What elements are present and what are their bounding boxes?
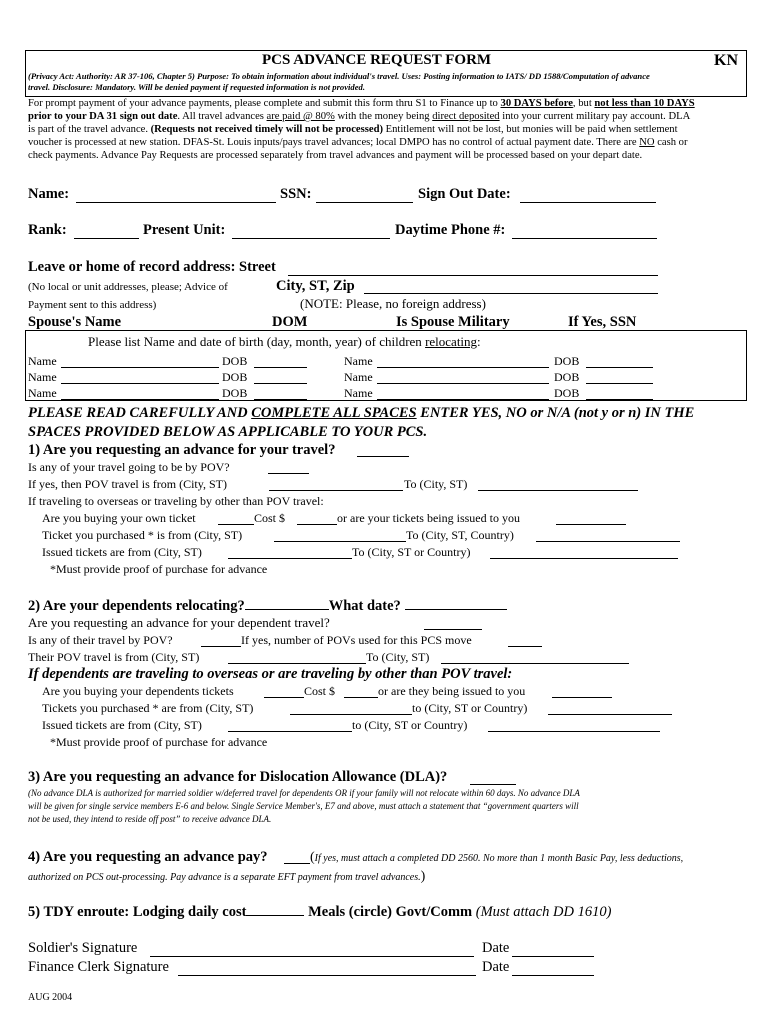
- finance-signature-field[interactable]: [178, 975, 476, 976]
- intro-line-5: check payments. Advance Pay Requests are processed separately from travel advances and payment will be processed based on your depart date.: [28, 150, 643, 161]
- q1-purchased-to-label: To (City, ST, Country): [406, 528, 514, 542]
- soldier-date-field[interactable]: [512, 956, 594, 957]
- rank-label: Rank:: [28, 222, 67, 238]
- child-name-label: Name: [28, 354, 57, 368]
- child-name-label: Name: [28, 370, 57, 384]
- intro-line-2: prior to your DA 31 sign out date. All travel advances are paid @ 80% with the money being direct deposited into your current military pay account. DLA: [28, 111, 691, 122]
- q2-pov-from-field[interactable]: [228, 663, 366, 664]
- q4-answer-field[interactable]: [284, 863, 310, 864]
- signout-label: Sign Out Date:: [418, 186, 511, 202]
- signout-field[interactable]: [520, 202, 656, 203]
- q2-issued-from-field[interactable]: [228, 731, 352, 732]
- q3-title: 3) Are you requesting an advance for Dislocation Allowance (DLA)?: [28, 769, 448, 785]
- rank-field[interactable]: [74, 238, 139, 239]
- child-dob-label: DOB: [222, 386, 248, 400]
- q3-answer-field[interactable]: [470, 784, 516, 785]
- q1-pov-label: Is any of your travel going to be by POV?: [28, 460, 230, 474]
- q1-buying-b: Cost $: [254, 511, 286, 525]
- child-2-name-field[interactable]: [377, 367, 549, 368]
- intro-line-4: voucher is processed at new station. DFAS-St. Louis inputs/pays travel advances; local DMPO has no control of actual payment date. There are NO cash or: [28, 137, 688, 148]
- q1-pov-from-label: If yes, then POV travel is from (City, ST): [28, 477, 227, 491]
- notice-line-1: PLEASE READ CAREFULLY AND COMPLETE ALL SPACES ENTER YES, NO or N/A (not y or n) IN THE: [28, 405, 695, 421]
- q1-issued-to-field[interactable]: [490, 558, 678, 559]
- q2-buying-c: or are they being issued to you: [378, 684, 526, 698]
- q2-title: 2) Are your dependents relocating? What date?: [28, 597, 507, 615]
- q2-purchased-to-label: to (City, ST or Country): [412, 701, 528, 715]
- header-box: [25, 50, 747, 97]
- children-instruction: Please list Name and date of birth (day, month, year) of children relocating:: [88, 334, 481, 349]
- child-2-dob-field[interactable]: [586, 367, 653, 368]
- intro-line-1: For prompt payment of your advance payments, please complete and submit this form thru S1 to Finance up to 30 DAYS before, but not less than 10 DAYS: [28, 98, 695, 109]
- child-name-label: Name: [344, 354, 373, 368]
- child-dob-label: DOB: [222, 370, 248, 384]
- q2-pov-to-field[interactable]: [441, 663, 629, 664]
- phone-field[interactable]: [512, 238, 657, 239]
- q1-overseas-label: If traveling to overseas or traveling by other than POV travel:: [28, 494, 324, 508]
- child-name-label: Name: [28, 386, 57, 400]
- child-4-name-field[interactable]: [377, 383, 549, 384]
- foreign-note: (NOTE: Please, no foreign address): [300, 296, 486, 311]
- form-title: PCS ADVANCE REQUEST FORM: [262, 52, 492, 68]
- unit-label: Present Unit:: [143, 222, 226, 238]
- q2-issued-to-field[interactable]: [488, 731, 660, 732]
- q2-cost-field[interactable]: [344, 697, 378, 698]
- q1-purchased-from-field[interactable]: [274, 541, 406, 542]
- q2-pov-to-label: To (City, ST): [366, 650, 430, 664]
- phone-label: Daytime Phone #:: [395, 222, 506, 238]
- q1-proof-note: *Must provide proof of purchase for advance: [50, 562, 268, 576]
- street-field[interactable]: [288, 275, 658, 276]
- q2-proof-note: *Must provide proof of purchase for advance: [50, 735, 268, 749]
- q1-pov-to-label: To (City, ST): [404, 477, 468, 491]
- q4-note-2: authorized on PCS out-processing. Pay advance is a separate EFT payment from travel advances.): [28, 869, 426, 884]
- q2-purchased-from-field[interactable]: [290, 714, 412, 715]
- payment-note: Payment sent to this address): [28, 299, 157, 311]
- q1-issued-to-you-field[interactable]: [556, 524, 626, 525]
- q2-pov-b: If yes, number of POVs used for this PCS move: [241, 633, 472, 647]
- child-dob-label: DOB: [554, 370, 580, 384]
- child-5-dob-field[interactable]: [254, 399, 307, 400]
- child-dob-label: DOB: [554, 354, 580, 368]
- q1-issued-from-field[interactable]: [228, 558, 352, 559]
- q3-note-2: will be given for single service members E-6 and below. Single Service Member's, E7 and above, must attach a statement that “government quarters will: [28, 801, 579, 811]
- q2-advance-field[interactable]: [424, 629, 482, 630]
- q1-buying-a: Are you buying your own ticket: [42, 511, 196, 525]
- name-label: Name:: [28, 186, 70, 202]
- spouse-ssn-label: If Yes, SSN: [568, 314, 637, 330]
- child-3-dob-field[interactable]: [254, 383, 307, 384]
- q1-issued-to-label: To (City, ST or Country): [352, 545, 471, 559]
- q2-buying-b: Cost $: [304, 684, 336, 698]
- q2-pov-a: Is any of their travel by POV?: [28, 633, 173, 647]
- form-date: AUG 2004: [28, 992, 73, 1003]
- q1-purchased-label: Ticket you purchased * is from (City, ST): [42, 528, 243, 542]
- intro-line-3: is part of the travel advance. (Requests not received timely will not be processed) Entitlement will not be lost, but monies will be paid when settlement: [28, 124, 678, 135]
- q2-overseas-label: If dependents are traveling to overseas or are traveling by other than POV travel:: [28, 666, 513, 682]
- q2-pov-from-label: Their POV travel is from (City, ST): [28, 650, 200, 664]
- q2-advance-label: Are you requesting an advance for your dependent travel?: [28, 615, 330, 630]
- child-name-label: Name: [344, 386, 373, 400]
- q1-pov-field[interactable]: [268, 473, 309, 474]
- q4-title: 4) Are you requesting an advance pay?: [28, 849, 268, 865]
- no-local-note: (No local or unit addresses, please; Advice of: [28, 281, 228, 293]
- q2-buying-a: Are you buying your dependents tickets: [42, 684, 234, 698]
- soldier-signature-field[interactable]: [150, 956, 474, 957]
- spouse-label: Spouse's Name: [28, 314, 122, 330]
- ssn-label: SSN:: [280, 186, 312, 202]
- q1-title: 1) Are you requesting an advance for your travel?: [28, 442, 336, 458]
- q2-purchased-to-field[interactable]: [548, 714, 672, 715]
- child-4-dob-field[interactable]: [586, 383, 653, 384]
- child-3-name-field[interactable]: [61, 383, 219, 384]
- q1-pov-from-field[interactable]: [269, 490, 403, 491]
- city-label: City, ST, Zip: [276, 278, 355, 294]
- spouse-military-label: Is Spouse Military: [396, 314, 510, 330]
- q1-purchased-to-field[interactable]: [536, 541, 680, 542]
- q1-cost-field[interactable]: [297, 524, 337, 525]
- q3-note-3: not be used, they intend to reside off post” to receive advance DLA.: [28, 814, 272, 824]
- privacy-line-2: travel. Disclosure: Mandatory. Will be denied payment if requested information is not provided.: [28, 82, 365, 92]
- q4-note-1: (If yes, must attach a completed DD 2560. No more than 1 month Basic Pay, less deductions,: [310, 850, 684, 865]
- city-field[interactable]: [364, 293, 658, 294]
- q2-purchased-label: Tickets you purchased * are from (City, ST): [42, 701, 254, 715]
- soldier-date-label: Date: [482, 940, 510, 956]
- q5-title: 5) TDY enroute: Lodging daily cost Meals (circle) Govt/Comm (Must attach DD 1610): [28, 904, 612, 920]
- q2-pov-field[interactable]: [201, 646, 241, 647]
- child-name-label: Name: [344, 370, 373, 384]
- q2-pov-count-field[interactable]: [508, 646, 542, 647]
- q2-issued-to-label: to (City, ST or Country): [352, 718, 468, 732]
- q1-pov-to-field[interactable]: [478, 490, 638, 491]
- address-label: Leave or home of record address: Street: [28, 259, 276, 275]
- q1-issued-label: Issued tickets are from (City, ST): [42, 545, 202, 559]
- soldier-signature-label: Soldier's Signature: [28, 940, 138, 956]
- ssn-field[interactable]: [316, 202, 413, 203]
- q2-buying-field[interactable]: [264, 697, 304, 698]
- notice-line-2: SPACES PROVIDED BELOW AS APPLICABLE TO YOUR PCS.: [28, 424, 428, 440]
- q1-buying-c: or are your tickets being issued to you: [337, 511, 520, 525]
- q2-issued-label: Issued tickets are from (City, ST): [42, 718, 202, 732]
- child-6-name-field[interactable]: [377, 399, 549, 400]
- q1-answer-field[interactable]: [357, 456, 409, 457]
- finance-date-field[interactable]: [512, 975, 594, 976]
- finance-date-label: Date: [482, 959, 510, 975]
- child-1-name-field[interactable]: [61, 367, 219, 368]
- child-1-dob-field[interactable]: [254, 367, 307, 368]
- q3-note-1: (No advance DLA is authorized for married soldier w/deferred travel for dependents OR if your family will not relocate within 60 days. No advance DLA: [28, 788, 580, 798]
- child-5-name-field[interactable]: [61, 399, 219, 400]
- q2-issued-to-you-field[interactable]: [552, 697, 612, 698]
- privacy-line-1: (Privacy Act: Authority: AR 37-106, Chapter 5) Purpose: To obtain information about individual's travel. Uses: Posting information to IATS/ DD 1588/Computation of advance: [28, 71, 650, 81]
- unit-field[interactable]: [232, 238, 390, 239]
- child-6-dob-field[interactable]: [586, 399, 653, 400]
- q1-buying-field[interactable]: [218, 524, 254, 525]
- dom-label: DOM: [272, 314, 308, 330]
- finance-signature-label: Finance Clerk Signature: [28, 959, 169, 975]
- child-dob-label: DOB: [222, 354, 248, 368]
- child-dob-label: DOB: [554, 386, 580, 400]
- name-field[interactable]: [76, 202, 276, 203]
- form-code: KN: [714, 52, 738, 69]
